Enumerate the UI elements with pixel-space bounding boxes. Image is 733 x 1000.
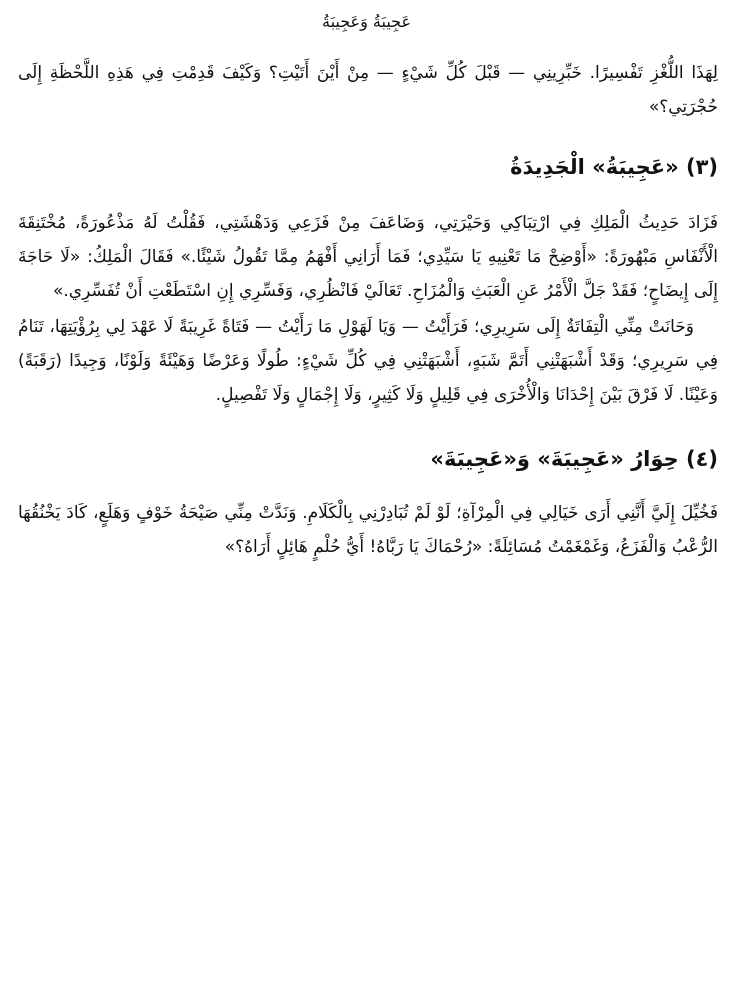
section-4-heading: (٤) حِوَارُ «عَجِيبَةَ» وَ«عَجِيبَةَ»: [430, 447, 718, 471]
intro-paragraph: لِهَذَا اللُّغْزِ تَفْسِيرًا. خَبِّرِينِي — قَبْلَ كُلِّ شَيْءٍ — مِنْ أَيْنَ أَتَيْتِ؟ وَكَيْفَ قَدِمْتِ فِي هَذِهِ اللَّحْظَةِ إِلَى حُجْرَتِي؟»: [18, 63, 718, 117]
section-4-paragraph-1: فَخُيِّلَ إِلَيَّ أَنَّنِي أَرَى خَيَالِي فِي الْمِرْآةِ؛ لَوْ لَمْ تُبَادِرْنِي بِالْكَلَامِ. وَنَدَّتْ مِنِّي صَيْحَةُ خَوْفٍ وَهَلَعٍ، كَادَ يَخْنُقُهَا الرُّعْبُ وَالْفَزَعُ، وَغَمْغَمْتُ مُسَائِلَةً: «رُحْمَاكَ يَا رَبَّاهُ! أَيُّ حُلْمٍ هَائِلٍ أَرَاهُ؟»: [18, 503, 718, 557]
running-header: عَجِيبَةُ وَعَجِيبَةُ: [321, 12, 412, 31]
section-3-heading: (٣) «عَجِيبَةُ» الْجَدِيدَةُ: [510, 155, 718, 179]
section-3-paragraph-1: فَزَادَ حَدِيثُ الْمَلِكِ فِي ارْتِبَاكِي وَحَيْرَتِي، وَضَاعَفَ مِنْ فَزَعِي وَدَهْشَتِي، فَقُلْتُ لَهُ مَذْعُورَةً، مُخْتَنِقَةَ الْأَنْفَاسِ مَبْهُورَةً: «أَوْضِحْ مَا تَعْنِيهِ يَا سَيِّدِي؛ فَمَا أَرَانِي أَفْهَمُ مِمَّا تَقُولُ شَيْئًا.» فَقَالَ الْمَلِكُ: «لَا حَاجَةَ إِلَى إِيضَاحٍ؛ فَقَدْ جَلَّ الْأَمْرُ عَنِ الْعَبَثِ وَالْمُزَاحِ. تَعَالَيْ فَانْظُرِي، وَفَسِّرِي إِنِ اسْتَطَعْتِ أَنْ تُفَسِّرِي.»: [18, 213, 718, 301]
page-body: [18, 56, 718, 564]
section-3-paragraph-2: وَحَانَتْ مِنِّي الْتِفَاتَةٌ إِلَى سَرِيرِي؛ فَرَأَيْتُ — وَيَا لَهَوْلِ مَا رَأَيْتُ — فَتَاةً غَرِيبَةً لَا عَهْدَ لِي بِرُؤْيَتِهَا، تَنَامُ فِي سَرِيرِي؛ وَقَدْ أَشْبَهَتْنِي أَتَمَّ شَبَهٍ، أَشْبَهَتْنِي فِي كُلِّ شَيْءٍ: طُولًا وَعَرْضًا وَهَيْئَةً وَلَوْنًا، وَجِيدًا (رَقَبَةً) وَعَيْنًا. لَا فَرْقَ بَيْنَ إِحْدَانَا وَالْأُخْرَى فِي قَلِيلٍ وَلَا كَثِيرٍ، وَلَا إِجْمَالٍ وَلَا تَفْصِيلٍ.: [18, 317, 718, 405]
